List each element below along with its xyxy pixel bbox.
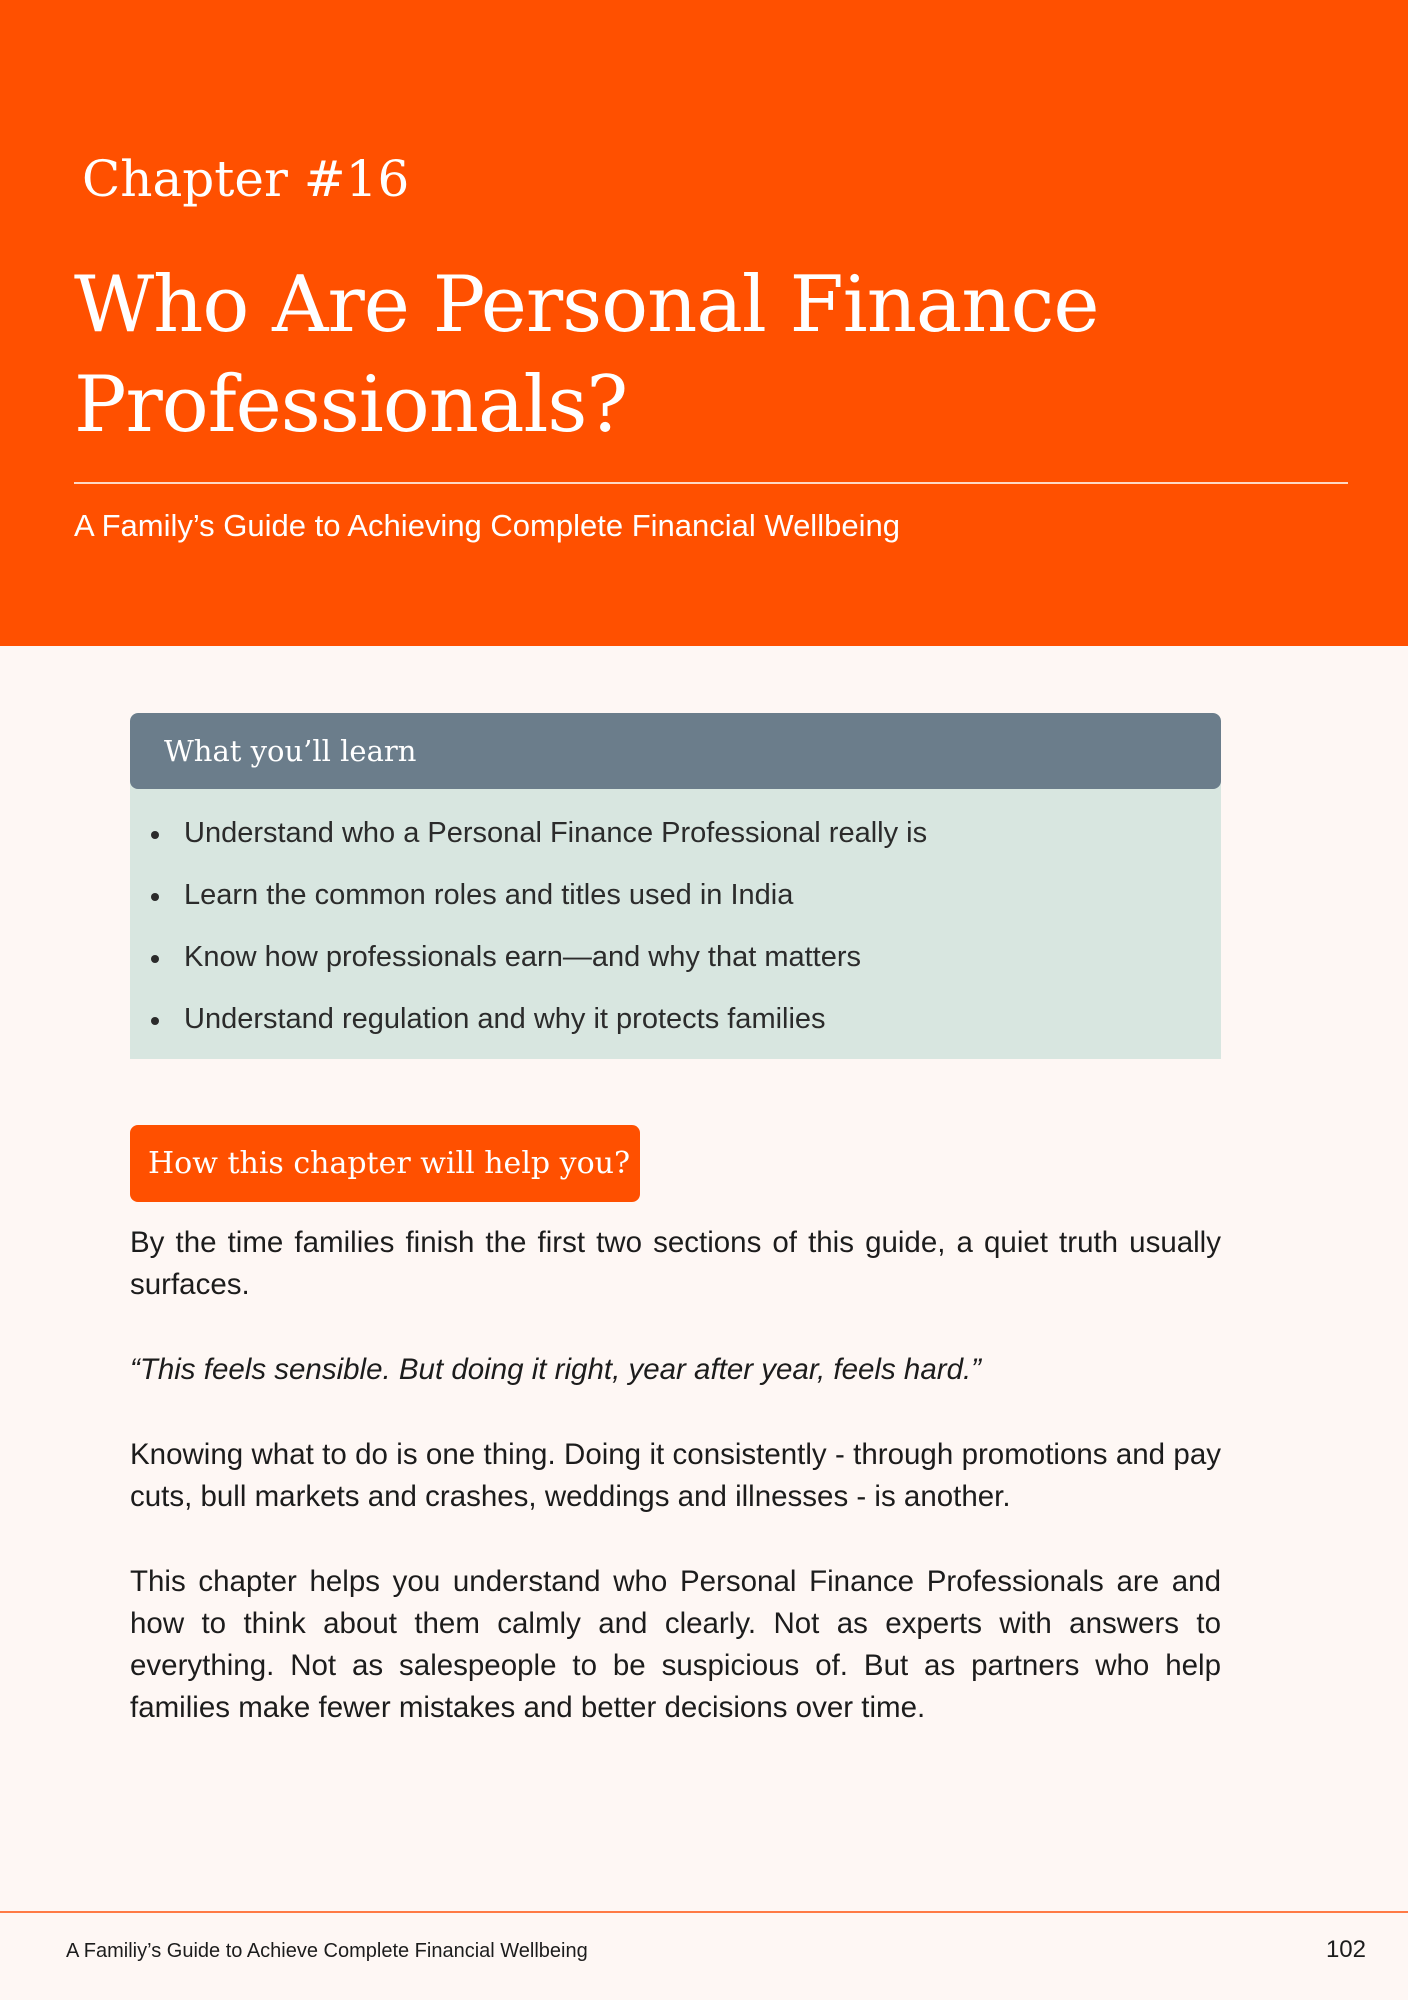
- list-item: [130, 802, 1221, 864]
- bullet-icon: [151, 955, 159, 963]
- body-paragraph: By the time families finish the first two sections of this guide, a quiet truth usually surfaces.: [130, 1226, 1221, 1301]
- body-quote: “This feels sensible. But doing it right, year after year, feels hard.”: [130, 1353, 981, 1386]
- list-item-text: Understand regulation and why it protects families: [184, 1003, 826, 1035]
- learning-objectives-list: [130, 789, 1221, 1050]
- list-item-text: Understand who a Personal Finance Professional really is: [184, 817, 928, 849]
- footer-divider: [0, 1911, 1408, 1913]
- body-paragraph: This chapter helps you understand who Personal Finance Professionals are and how to think about them calmly and clearly. Not as experts with answers to everything. Not as salespeople to be suspicious of. But as partners who help families make fewer mistakes and better decisions over time.: [130, 1565, 1221, 1724]
- footer-book-title: A Familiy’s Guide to Achieve Complete Financial Wellbeing: [66, 1940, 588, 1962]
- header-divider: [74, 482, 1348, 484]
- list-item-text: Know how professionals earn—and why that matters: [184, 941, 862, 973]
- bullet-icon: [151, 893, 159, 901]
- list-item: [130, 864, 1221, 926]
- chapter-header: [0, 0, 1408, 646]
- chapter-title: Who Are Personal Finance Professionals?: [74, 260, 1099, 450]
- page-number: 102: [1325, 1936, 1366, 1963]
- bullet-icon: [151, 831, 159, 839]
- list-item: [130, 926, 1221, 988]
- learning-objectives-heading: What you’ll learn: [130, 713, 1221, 789]
- chapter-intro-body: [130, 1222, 1221, 1772]
- chapter-number: Chapter #16: [82, 150, 410, 208]
- list-item: [130, 988, 1221, 1050]
- bullet-icon: [151, 1017, 159, 1025]
- learning-objectives-box: [130, 713, 1221, 1059]
- body-paragraph: Knowing what to do is one thing. Doing it consistently - through promotions and pay cuts, bull markets and crashes, weddings and illnesses - is another.: [130, 1438, 1221, 1513]
- section-heading-badge: How this chapter will help you?: [130, 1125, 640, 1202]
- list-item-text: Learn the common roles and titles used in India: [184, 879, 794, 911]
- chapter-subtitle: A Family’s Guide to Achieving Complete Financial Wellbeing: [74, 508, 900, 543]
